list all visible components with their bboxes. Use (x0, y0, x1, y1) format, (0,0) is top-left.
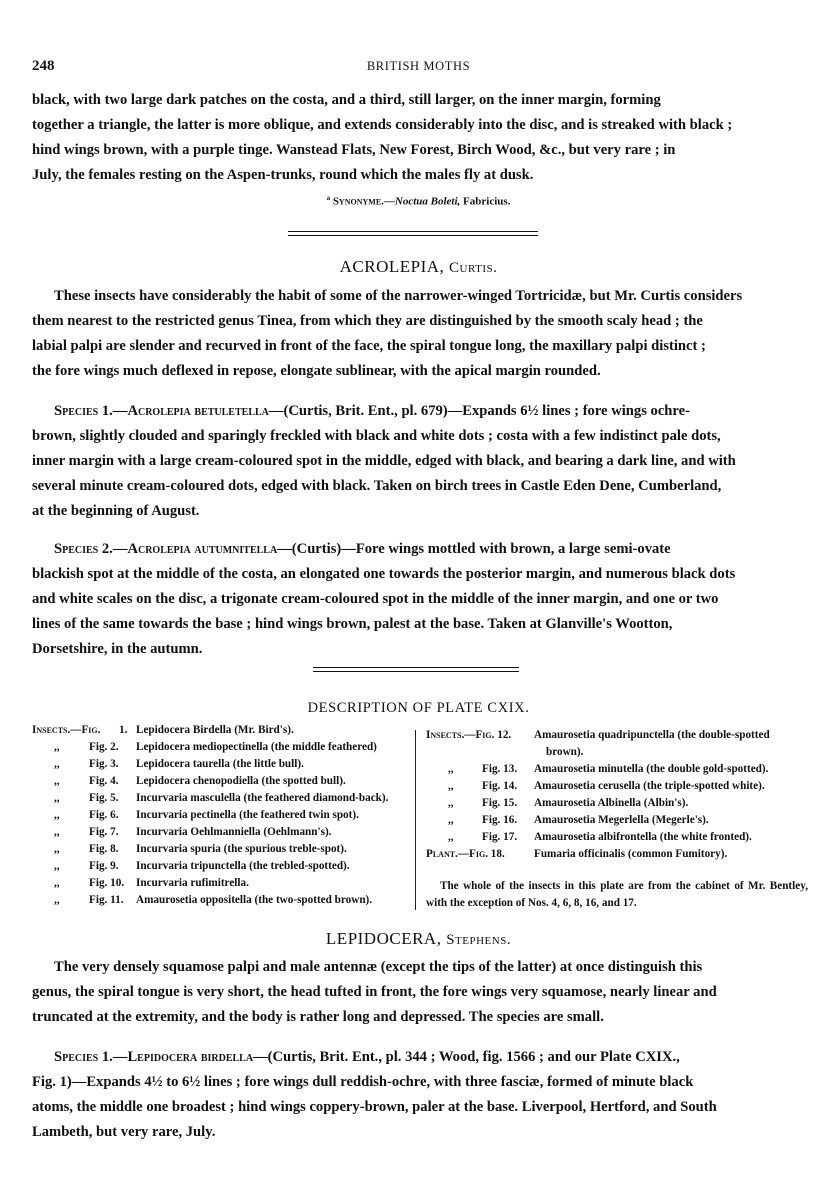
text-line: inner margin with a large cream-coloured spot in the middle, edged with black, and bearing a dark line, and with (32, 453, 736, 469)
text-line: them nearest to the restricted genus Tinea, from which they are distinguished by the smooth scaly head ; the (32, 313, 703, 329)
text-line: at the beginning of August. (32, 503, 200, 519)
species-label: Species 1.— (54, 1049, 128, 1065)
plate-entry (426, 846, 808, 863)
entry-prefix: ,, (448, 797, 454, 809)
entry-number: Fig. 5. (89, 792, 119, 804)
entry-number: Fig. 15. (482, 797, 518, 809)
entry-text: Amaurosetia oppositella (the two-spotted brown). (136, 894, 373, 906)
entry-text: Incurvaria Oehlmanniella (Oehlmann's). (136, 826, 332, 838)
entry-prefix: ,, (448, 763, 454, 775)
acrolepia-species-1 (32, 399, 808, 524)
species-first-line (32, 537, 808, 562)
text-line: together a triangle, the latter is more oblique, and extends considerably into the disc, and is streaked with black ; (32, 117, 733, 133)
genus-author: Curtis. (449, 260, 498, 276)
entry-text: Incurvaria pectinella (the feathered twin spot). (136, 809, 359, 821)
entry-prefix: ,, (54, 809, 60, 821)
plate-right-column (426, 727, 808, 863)
plate-entry (32, 756, 410, 773)
text-line: several minute cream-coloured dots, edged with black. Taken on birch trees in Castle Eden Dene, Cumberland, (32, 478, 722, 494)
species-label: Species 1.— (54, 403, 128, 419)
page-number: 248 (32, 58, 55, 74)
entry-prefix: ,, (448, 831, 454, 843)
entry-prefix: ,, (54, 843, 60, 855)
species-text: —(Curtis)—Fore wings mottled with brown, a large semi-ovate (277, 541, 671, 557)
entry-text: Amaurosetia minutella (the double gold-spotted). (534, 763, 769, 775)
lepidocera-species-1 (32, 1045, 808, 1145)
text-line: Lambeth, but very rare, July. (32, 1124, 216, 1140)
genus-name: ACROLEPIA, (339, 257, 445, 276)
entry-prefix: ,, (54, 741, 60, 753)
text-line: Fig. 1)—Expands 4½ to 6½ lines ; fore wings dull reddish-ochre, with three fasciæ, formed of minute black (32, 1074, 694, 1090)
genus-heading-lepidocera (0, 929, 837, 949)
entry-number: Fig. 16. (482, 814, 518, 826)
acrolepia-species-2 (32, 537, 808, 662)
entry-number: Fig. 17. (482, 831, 518, 843)
entry-number: Fig. 11. (89, 894, 124, 906)
text-line: black, with two large dark patches on the costa, and a third, still larger, on the inner margin, forming (32, 92, 661, 108)
entry-text: Incurvaria masculella (the feathered diamond-back). (136, 792, 389, 804)
entry-text: Amaurosetia albifrontella (the white fronted). (534, 831, 752, 843)
text-line: Dorsetshire, in the autumn. (32, 641, 203, 657)
plate-entry (32, 739, 410, 756)
entry-prefix: ,, (54, 877, 60, 889)
entry-text: Amaurosetia Albinella (Albin's). (534, 797, 689, 809)
plate-entry (426, 761, 808, 778)
species-label: Species 2.— (54, 541, 128, 557)
genus-name: LEPIDOCERA, (325, 929, 442, 948)
text-line: July, the females resting on the Aspen-trunks, round which the males fly at dusk. (32, 167, 534, 183)
entry-number: Fig. 6. (89, 809, 119, 821)
species-text: —(Curtis, Brit. Ent., pl. 679)—Expands 6½ lines ; fore wings ochre- (268, 403, 690, 419)
plate-entry (426, 744, 808, 761)
synonyme-label: Synonyme.— (332, 195, 395, 208)
species-first-line (32, 399, 808, 424)
plate-entry (32, 892, 410, 909)
species-first-line (32, 1045, 808, 1070)
genus-heading-acrolepia (0, 257, 837, 277)
entry-prefix: ,, (54, 775, 60, 787)
text-line: and white scales on the disc, a trigonate cream-coloured spot in the middle of the inner margin, and one or two (32, 591, 719, 607)
entry-text: Amaurosetia Megerlella (Megerle's). (534, 814, 709, 826)
entry-text: Amaurosetia quadripunctella (the double-spotted (534, 729, 770, 741)
continued-paragraph (32, 88, 808, 188)
entry-text: brown). (546, 746, 584, 758)
text-line: labial palpi are slender and recurved in front of the face, the spiral tongue long, the maxillary palpi distinct ; (32, 338, 706, 354)
page-header (32, 58, 805, 80)
entry-prefix: Insects.—Fig. 12. (426, 729, 512, 741)
entry-number: Fig. 9. (89, 860, 119, 872)
text-line: These insects have considerably the habit of some of the narrower-winged Tortricidæ, but Mr. Curtis considers (54, 288, 743, 304)
entry-text: Lepidocera mediopectinella (the middle feathered) (136, 741, 377, 753)
entry-text: Lepidocera Birdella (Mr. Bird's). (136, 724, 294, 736)
plate-entry (32, 790, 410, 807)
entry-text: Incurvaria tripunctella (the trebled-spotted). (136, 860, 350, 872)
plate-entry (32, 841, 410, 858)
footnote-mark: a (326, 194, 331, 202)
plate-entry (426, 727, 808, 744)
plate-note: The whole of the insects in this plate are from the cabinet of Mr. Bentley, with the exception of Nos. 4, 6, 8, 16, and 17. (426, 880, 808, 909)
entry-number: Fig. 13. (482, 763, 518, 775)
text-line: atoms, the middle one broadest ; hind wings coppery-brown, paler at the base. Liverpool, Hertford, and South (32, 1099, 717, 1115)
entry-text: Lepidocera taurella (the little bull). (136, 758, 304, 770)
text-line: The very densely squamose palpi and male antennæ (except the tips of the latter) at once distinguish this (54, 959, 703, 975)
plate-entry (32, 807, 410, 824)
entry-number: 1. (119, 724, 128, 736)
running-title: BRITISH MOTHS (366, 59, 471, 73)
entry-prefix: ,, (54, 860, 60, 872)
species-name: Acrolepia betuletella (127, 403, 269, 419)
entry-prefix: Plant.—Fig. 18. (426, 848, 505, 860)
double-rule-bottom (288, 235, 538, 236)
plate-entry (32, 858, 410, 875)
text-line: genus, the spiral tongue is very short, the head tufted in front, the fore wings very squamose, nearly linear and (32, 984, 717, 1000)
synonyme-name: Noctua Boleti, (394, 195, 461, 208)
plate-entry (426, 812, 808, 829)
text-line: brown, slightly clouded and sparingly freckled with black and white dots ; costa with a few indistinct pale dots, (32, 428, 721, 444)
entry-number: Fig. 2. (89, 741, 119, 753)
text-line: the fore wings much deflexed in repose, elongate sublinear, with the apical margin rounded. (32, 363, 601, 379)
entry-prefix: ,, (54, 826, 60, 838)
species-name: Acrolepia autumnitella (127, 541, 278, 557)
plate-entry (32, 773, 410, 790)
entry-prefix: ,, (54, 758, 60, 770)
column-divider (415, 730, 416, 910)
entry-prefix: ,, (448, 814, 454, 826)
entry-text: Incurvaria spuria (the spurious treble-spot). (136, 843, 347, 855)
entry-prefix: Insects.—Fig. (32, 724, 101, 736)
plate-entry (426, 795, 808, 812)
text-line: lines of the same towards the base ; hind wings brown, palest at the base. Taken at Glanville's Wootton, (32, 616, 673, 632)
plate-entry (426, 829, 808, 846)
species-name: Lepidocera birdella (127, 1049, 254, 1065)
entry-text: Fumaria officinalis (common Fumitory). (534, 848, 728, 860)
entry-prefix: ,, (448, 780, 454, 792)
double-rule-bottom (313, 671, 519, 672)
acrolepia-intro (32, 284, 808, 384)
synonyme-footnote (0, 194, 837, 208)
synonyme-author: Fabricius. (463, 195, 511, 208)
text-line: blackish spot at the middle of the costa, an elongated one towards the posterior margin, and numerous black dots (32, 566, 736, 582)
entry-number: Fig. 7. (89, 826, 119, 838)
entry-number: Fig. 3. (89, 758, 119, 770)
entry-text: Lepidocera chenopodiella (the spotted bull). (136, 775, 346, 787)
double-rule-top (288, 231, 538, 232)
entry-text: Incurvaria rufimitrella. (136, 877, 249, 889)
plate-entry (32, 824, 410, 841)
entry-number: Fig. 4. (89, 775, 119, 787)
plate-title: DESCRIPTION OF PLATE CXIX. (307, 700, 530, 716)
text-line: truncated at the extremity, and the body is rather long and depressed. The species are small. (32, 1009, 604, 1025)
double-rule-top (313, 667, 519, 668)
text-line: hind wings brown, with a purple tinge. Wanstead Flats, New Forest, Birch Wood, &c., but very rare ; in (32, 142, 676, 158)
species-text: —(Curtis, Brit. Ent., pl. 344 ; Wood, fig. 1566 ; and our Plate CXIX., (253, 1049, 680, 1065)
entry-prefix: ,, (54, 792, 60, 804)
entry-number: Fig. 8. (89, 843, 119, 855)
plate-entry (426, 778, 808, 795)
entry-number: Fig. 14. (482, 780, 518, 792)
lepidocera-intro (32, 955, 808, 1030)
plate-entry (32, 722, 410, 739)
genus-author: Stephens. (446, 932, 512, 948)
plate-left-column (32, 722, 410, 909)
plate-entry (32, 875, 410, 892)
entry-number: Fig. 10. (89, 877, 125, 889)
entry-text: Amaurosetia cerusella (the triple-spotted white). (534, 780, 765, 792)
entry-prefix: ,, (54, 894, 60, 906)
